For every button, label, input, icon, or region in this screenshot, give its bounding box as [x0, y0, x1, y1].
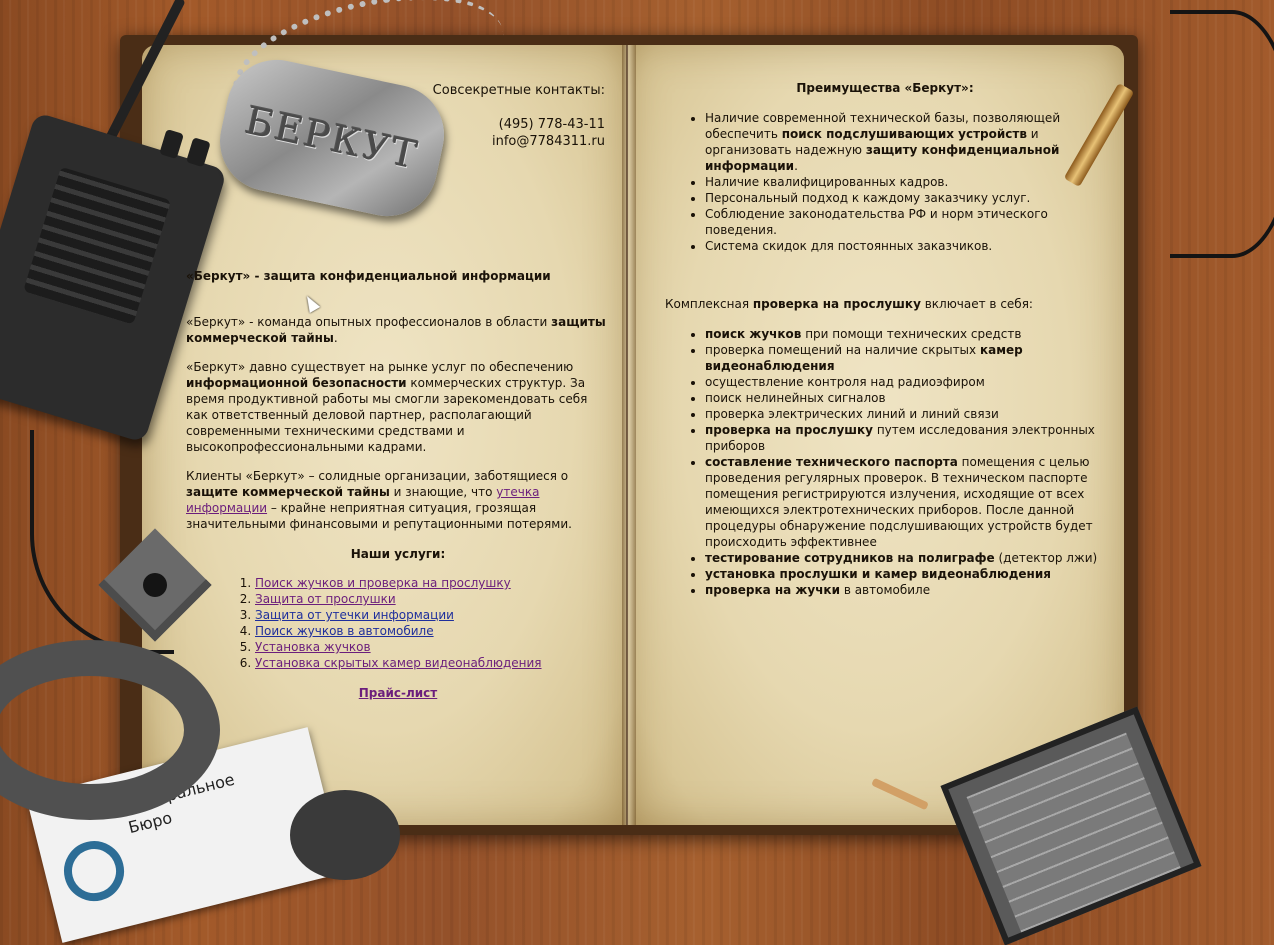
- pen-wire-image: [1170, 10, 1274, 258]
- list-item: • Персональный подход к каждому заказчику услуг.: [705, 190, 1105, 206]
- advantages-list: [665, 110, 1105, 254]
- price-list-block: [186, 685, 610, 701]
- list-item: • тестирование сотрудников на полиграфе (детектор лжи): [705, 550, 1105, 566]
- list-item: [255, 639, 610, 655]
- list-item: • проверка помещений на наличие скрытых камер видеонаблюдения: [705, 342, 1105, 374]
- list-item: [255, 575, 610, 591]
- list-item: [255, 655, 610, 671]
- service-link-leak-protection[interactable]: Защита от утечки информации: [255, 608, 454, 622]
- service-link-hidden-cameras[interactable]: Установка скрытых камер видеонаблюдения: [255, 656, 542, 670]
- list-item: • проверка на жучки в автомобиле: [705, 582, 1105, 598]
- service-link-car-bug-search[interactable]: Поиск жучков в автомобиле: [255, 624, 434, 638]
- list-item: [255, 623, 610, 639]
- contacts-title: Совсекретные контакты:: [432, 83, 605, 98]
- list-item: [255, 591, 610, 607]
- check-list: [665, 326, 1105, 598]
- list-item: • Наличие квалифицированных кадров.: [705, 174, 1105, 190]
- list-item: • Наличие современной технической базы, позволяющей обеспечить поиск подслушивающих устройств и организовать надежную защиту конфиденциальной информации.: [705, 110, 1105, 174]
- advantages-title: Преимущества «Беркут»:: [796, 81, 974, 95]
- check-intro: Комплексная проверка на прослушку включает в себя:: [665, 297, 1033, 311]
- business-card-text: Федеральное Бюро: [120, 769, 237, 838]
- right-content: [665, 80, 1105, 598]
- service-link-bug-search[interactable]: Поиск жучков и проверка на прослушку: [255, 576, 511, 590]
- logo-text: БЕРКУТ: [241, 98, 423, 178]
- price-list-link[interactable]: Прайс-лист: [358, 686, 438, 700]
- radio-speaker-grill: [23, 167, 171, 325]
- list-item: • установка прослушки и камер видеонаблюдения: [705, 566, 1105, 582]
- list-item: • проверка электрических линий и линий связи: [705, 406, 1105, 422]
- clients-paragraph: Клиенты «Беркут» – солидные организации, заботящиеся о защите коммерческой тайны и знающие, что утечка информации – крайне неприятная ситуация, грозящая значительными финансовыми и репутационными потерями.: [186, 469, 572, 531]
- leak-info-link[interactable]: утечка информации: [186, 485, 540, 515]
- services-title: Наши услуги:: [350, 547, 446, 561]
- contact-email: info@7784311.ru: [492, 134, 605, 149]
- contacts-block: [400, 82, 605, 150]
- service-link-bug-install[interactable]: Установка жучков: [255, 640, 371, 654]
- page-title: «Беркут» - защита конфиденциальной информации: [186, 269, 551, 283]
- left-content: [186, 268, 610, 701]
- intro-paragraph: «Беркут» - команда опытных профессионалов в области защиты коммерческой тайны.: [186, 315, 606, 345]
- contact-phone: (495) 778-43-11: [498, 117, 605, 132]
- list-item: [255, 607, 610, 623]
- list-item: • проверка на прослушку путем исследования электронных приборов: [705, 422, 1105, 454]
- list-item: • Соблюдение законодательства РФ и норм этического поведения.: [705, 206, 1105, 238]
- about-paragraph: «Беркут» давно существует на рынке услуг по обеспечению информационной безопасности коммерческих структур. За время продуктивной работы мы смогли зарекомендовать себя как ответственный деловой партнер, располагающий современными техническими средствами и высокопрофессиональными кадрами.: [186, 360, 588, 454]
- folder-spine: [622, 45, 636, 825]
- list-item: • Система скидок для постоянных заказчиков.: [705, 238, 1105, 254]
- list-item: • составление технического паспорта помещения с целью проведения регулярных проверок. В техническом паспорте помещения регистрируются излучения, исходящие от всех имеющихся электротехнических приборов. После данной процедуры обнаружение подслушивающих устройств будет происходить эффективнее: [705, 454, 1105, 550]
- bug-lens-icon: [138, 568, 172, 602]
- headphone-cup-image: [290, 790, 400, 880]
- list-item: • поиск нелинейных сигналов: [705, 390, 1105, 406]
- list-item: • осуществление контроля над радиоэфиром: [705, 374, 1105, 390]
- fsb-logo-icon: [58, 835, 131, 908]
- service-link-wiretap-protection[interactable]: Защита от прослушки: [255, 592, 396, 606]
- list-item: • поиск жучков при помощи технических средств: [705, 326, 1105, 342]
- services-list: [186, 575, 610, 671]
